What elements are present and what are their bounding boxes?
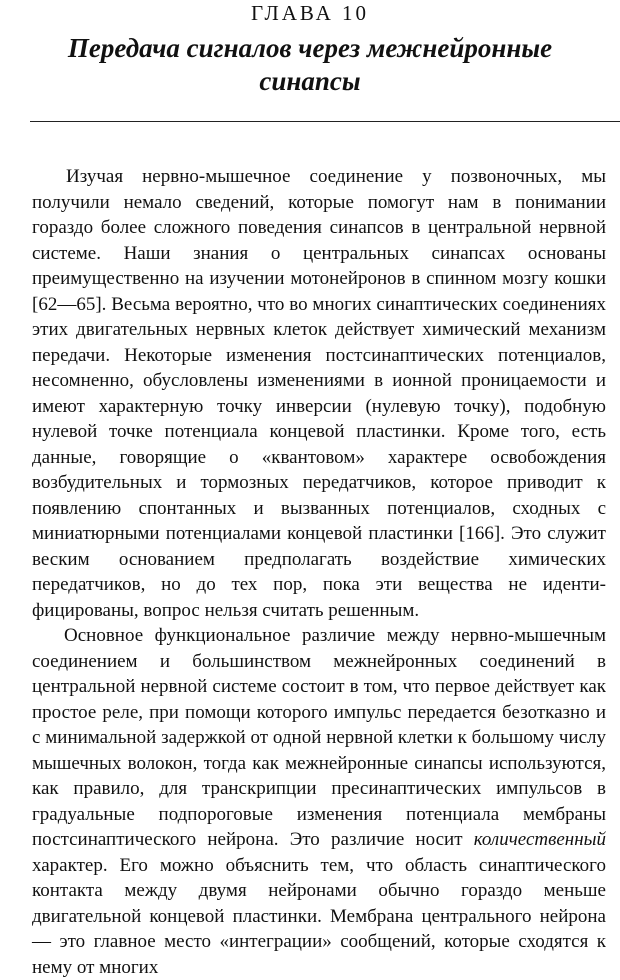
title-divider (30, 121, 620, 122)
body-text (32, 164, 606, 980)
paragraph-2-end: характер. Его можно объяснить тем, что область синаптического контакта между двумя нейронами обычно гораздо меньше двигательной концевой пластинки. Мембрана центрального нейрона — это главное место «интеграции» сообщений, которые сходятся к нему от многих (32, 854, 606, 978)
paragraph-2 (32, 623, 606, 980)
chapter-label: ГЛАВА 10 (250, 1, 370, 25)
chapter-title: Передача сигналов через межнейронные синапсы (67, 33, 553, 96)
paragraph-1: Изучая нервно-мышечное соединение у позвоночных, мы получили немало сведений, которые помогут нам в понимании гораздо более сложного поведения синапсов в центральной нервной системе. Наши знания о центральных синапсах основаны преимущественно на изучении мотонейронов в спинном мозгу кошки [62—65]. Весьма вероятно, что во многих синаптических соединениях этих двигательных нервных клеток действует химический механизм передачи. Некоторые изменения постсинаптических потенциалов, несомненно, обусловлены изменениями в ионной проницаемости и имеют характерную точку инверсии (нулевую точку), подобную нулевой точке потенциала концевой пластинки. Кроме того, есть данные, говорящие о «квантовом» характере освобождения возбудительных и тормозных передатчиков, которое приводит к появлению спонтанных и вызванных потенциалов, сходных с миниатюрными потенциалами концевой пластинки [166]. Это служит веским основанием предполагать воздействие химических передатчиков, но до тех пор, пока эти вещества не идентифицированы, вопрос нельзя считать решенным. (32, 166, 606, 621)
paragraph-2-emphasis: количественный (473, 829, 606, 850)
paragraph-2-start: Основное функциональное различие между нервно-мышечным соединением и большинством межнейронных соединений в центральной нервной системе состоит в том, что первое действует как простое реле, при помощи которого импульс передается безотказно и с минимальной задержкой от одной нервной клетки к большому числу мышечных волокон, тогда как межнейронные синапсы используются, как правило, для транскрипции пресинаптических импульсов в градуальные подпороговые изменения потенциала мембраны постсинаптического нейрона. Это различие носит (32, 625, 606, 850)
